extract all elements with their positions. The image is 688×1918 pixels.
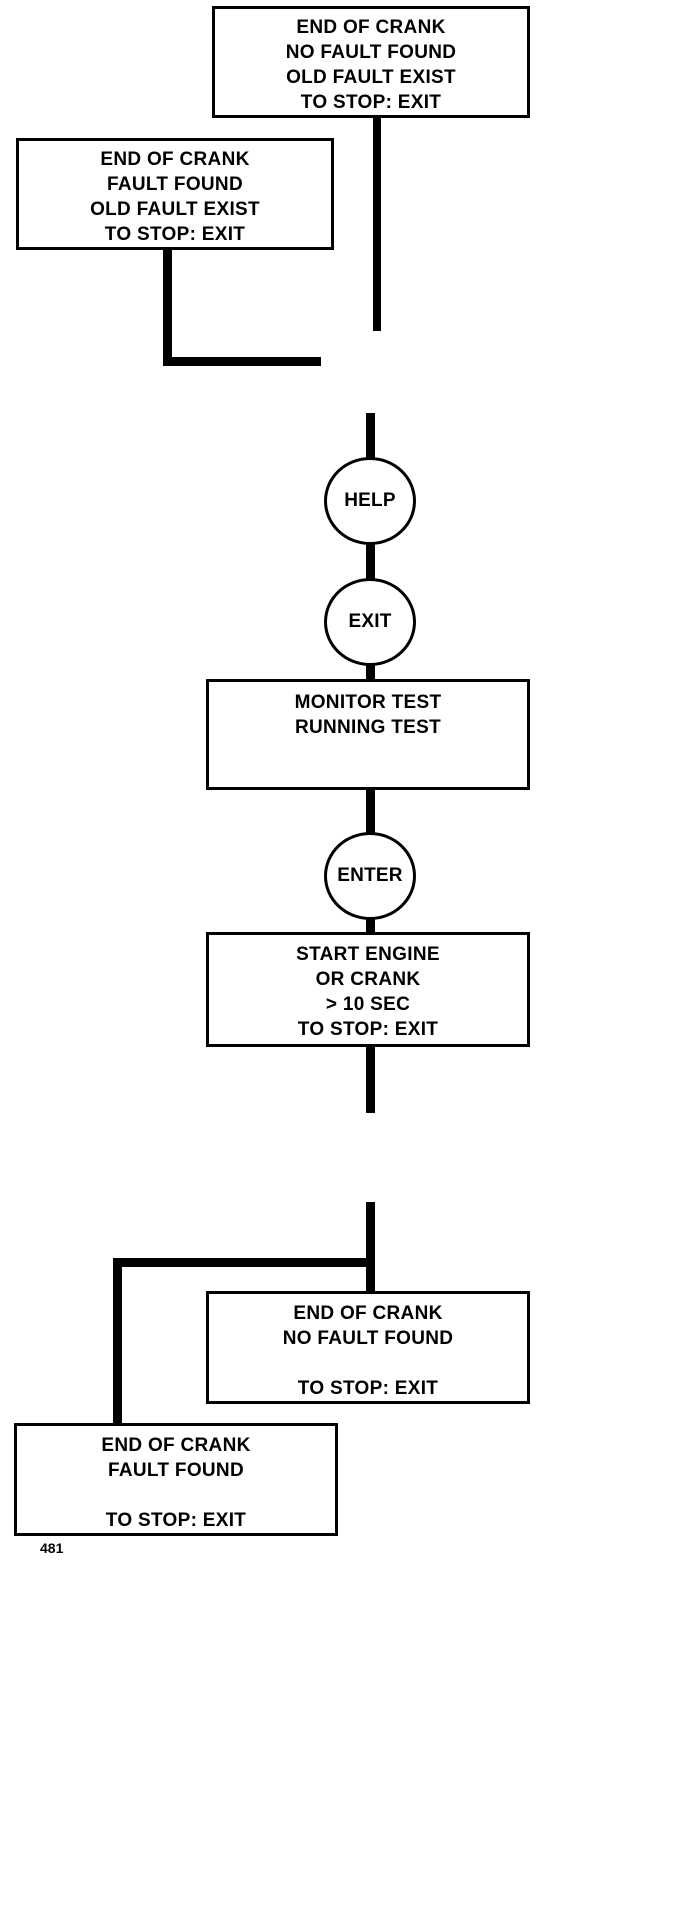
node-line: TO STOP: EXIT (104, 224, 246, 245)
node-label: ENTER (337, 865, 403, 886)
node-line: FAULT FOUND (108, 1460, 244, 1481)
node-line: END OF CRANK (100, 149, 250, 170)
node-line: OLD FAULT EXIST (286, 67, 456, 88)
node-line: END OF CRANK (101, 1435, 251, 1456)
node-line: NO FAULT FOUND (285, 42, 457, 63)
connector-fault-old-right (163, 357, 321, 366)
node-line: OLD FAULT EXIST (90, 199, 260, 220)
connector-help-up (366, 413, 375, 463)
node-line (365, 765, 371, 790)
node-end-of-crank-fault-old-fault[interactable] (16, 138, 334, 250)
node-label: EXIT (348, 611, 392, 632)
node-end-of-crank-no-fault-old-fault[interactable] (212, 6, 530, 118)
node-line (365, 1351, 371, 1376)
node-monitor-test[interactable] (206, 679, 530, 790)
node-line: FAULT FOUND (107, 174, 243, 195)
node-line: TO STOP: EXIT (105, 1510, 247, 1531)
node-start-engine[interactable] (206, 932, 530, 1047)
node-line (173, 1483, 179, 1508)
node-line: END OF CRANK (293, 1303, 443, 1324)
node-line: TO STOP: EXIT (297, 1019, 439, 1040)
connector-bottom-stub (366, 1202, 375, 1295)
connector-monitor-enter (366, 787, 375, 838)
node-line: START ENGINE (296, 944, 440, 965)
node-line: TO STOP: EXIT (300, 92, 442, 113)
node-end-of-crank-no-fault[interactable] (206, 1291, 530, 1404)
node-line (365, 740, 371, 765)
node-line: MONITOR TEST (294, 692, 442, 713)
node-help-button[interactable] (324, 457, 416, 545)
node-line: END OF CRANK (296, 17, 446, 38)
connector-top-vertical (373, 118, 381, 331)
node-exit-button[interactable] (324, 578, 416, 666)
connector-bottom-left-down (113, 1258, 122, 1430)
page-footnote: 481 (40, 1540, 64, 1556)
node-line: NO FAULT FOUND (282, 1328, 454, 1349)
connector-bottom-left-horizontal (113, 1258, 375, 1267)
node-enter-button[interactable] (324, 832, 416, 920)
node-line: > 10 SEC (325, 994, 411, 1015)
connector-start-down (366, 1047, 375, 1113)
connector-fault-old-down (163, 250, 172, 366)
node-end-of-crank-fault[interactable] (14, 1423, 338, 1536)
node-label: HELP (344, 490, 396, 511)
node-line: RUNNING TEST (294, 717, 442, 738)
node-line: TO STOP: EXIT (297, 1378, 439, 1399)
node-line: OR CRANK (315, 969, 421, 990)
